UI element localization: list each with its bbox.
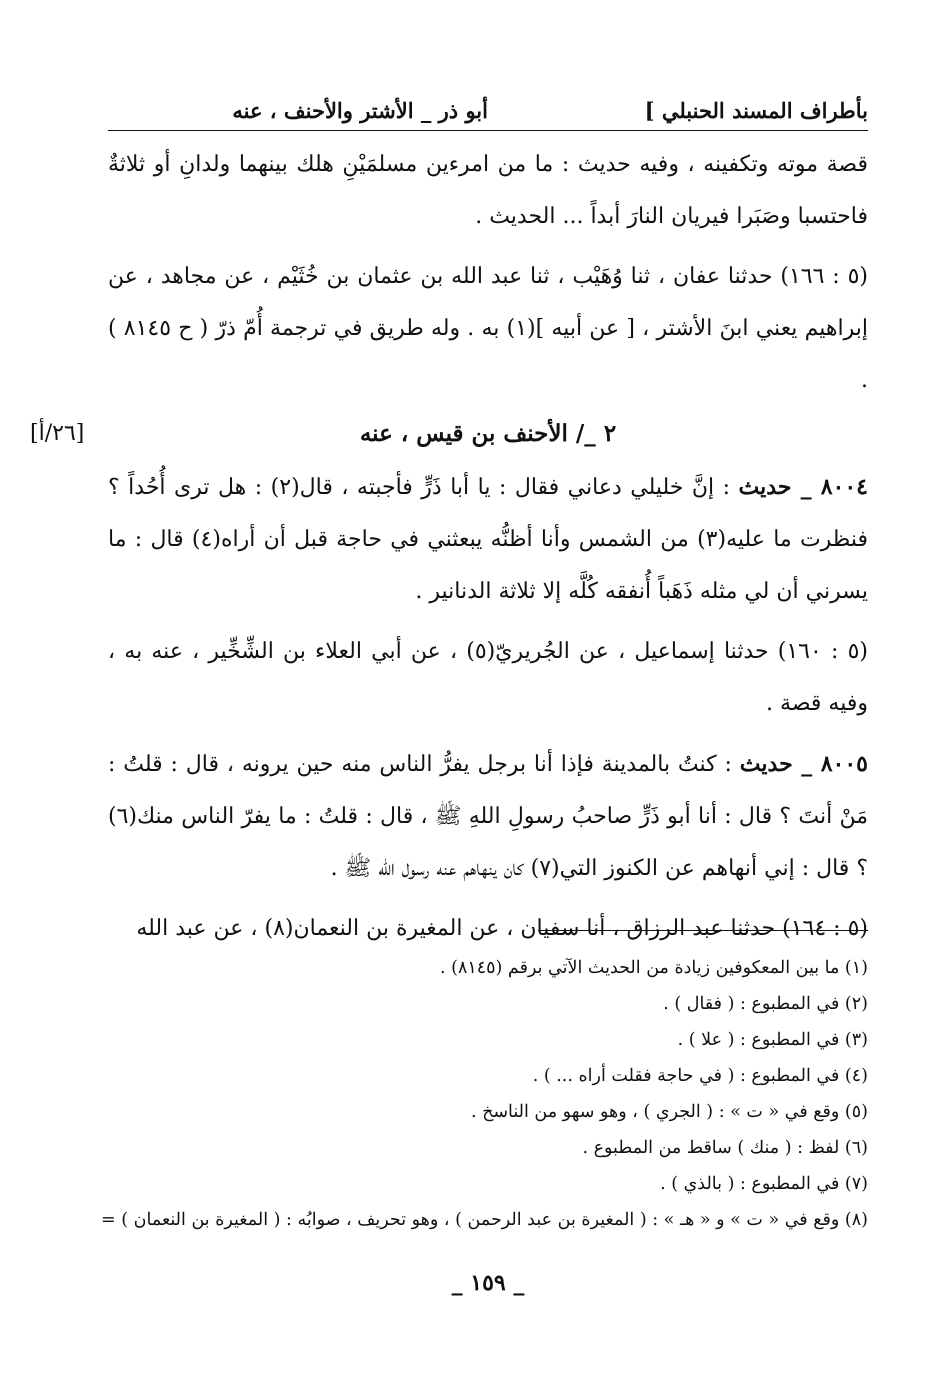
- paragraph-1: قصة موته وتكفينه ، وفيه حديث : ما من امرءين مسلمَيْنِ هلك بينهما ولدانِ أو ثلاثةٌ فاحتسبا وصَبَرا فيريان النارَ أبداً ... الحديث .: [108, 152, 868, 229]
- footnote: (٢) في المطبوع : ( فقال ) .: [663, 994, 868, 1014]
- page-number: _ ١٥٩ _: [451, 1270, 525, 1296]
- footnote: (٦) لفظ : ( منك ) ساقط من المطبوع .: [582, 1138, 868, 1158]
- footnotes: [101, 950, 868, 1238]
- hadith-8005-text: : كنتُ بالمدينة فإذا أنا برجل يفرُّ الناس منه حين يرونه ، قال : قلتُ : مَنْ أنتَ ؟ قال : أنا أبو ذَرٍّ صاحبُ رسولِ اللهِ ﷺ ، قال : قلتُ : ما يفرّ الناس منك(٦) ؟ قال : إني أنهاهم عن الكنوز التي(٧) كان ينهاهم عنه رسول الله ﷺ .: [108, 752, 868, 881]
- footnote: (٥) وقع في « ت » : ( الجري ) ، وهو سهو من الناسخ .: [470, 1102, 868, 1122]
- hadith-8004-number: ٨٠٠٤ _ حديث: [738, 474, 868, 500]
- hadith-8004-text: : إنَّ خليلي دعاني فقال : يا أبا ذَرٍّ فأجبته ، قال(٢) : هل ترى أُحُداً ؟ فنظرت ما عليه(٣) من الشمس وأنا أظنُّه يبعثني في حاجة قبل أن أراه(٤) قال : ما يسرني أن لي مثله ذَهَباً أُنفقه كُلَّه إلا ثلاثة الدنانير .: [108, 475, 869, 604]
- section-heading: [30, 407, 868, 461]
- footnote: (٧) في المطبوع : ( بالذي ) .: [660, 1174, 868, 1194]
- footnote: (١) ما بين المعكوفين زيادة من الحديث الآتي برقم (٨١٤٥) .: [439, 958, 868, 978]
- section-title: ٢ _/ الأحنف بن قيس ، عنه: [359, 420, 617, 447]
- footnote: (٤) في المطبوع : ( في حاجة فقلت أراه ... ) .: [532, 1066, 868, 1086]
- paragraph-4: (٥ : ١٦٠) حدثنا إسماعيل ، عن الجُريريّ(٥) ، عن أبي العلاء بن الشِّخِّير ، عنه به ، وفيه قصة .: [108, 639, 869, 716]
- hadith-8004: [108, 461, 868, 618]
- chapter-title: أبو ذر _ الأشتر والأحنف ، عنه: [232, 98, 488, 123]
- page: [30, 92, 869, 1296]
- footnote-separator: [538, 930, 868, 931]
- paragraph-2: (٥ : ١٦٦) حدثنا عفان ، ثنا وُهَيْب ، ثنا عبد الله بن عثمان بن خُثَيْم ، عن مجاهد ، عن إبراهيم يعني ابنَ الأشتر ، [ عن أبيه ](١) به . وله طريق في ترجمة أُمّ ذرّ ( ح ٨١٤٥ ) .: [108, 264, 869, 393]
- book-title: بأطراف المسند الحنبلي ]: [644, 98, 868, 123]
- hadith-8005-number: ٨٠٠٥ _ حديث: [739, 751, 868, 777]
- hadith-8005: [108, 738, 868, 895]
- running-header: [108, 92, 868, 131]
- paragraph-6: (٥ : ١٦٤) حدثنا عبد الرزاق ، أنا سفيان ، عن المغيرة بن النعمان(٨) ، عن عبد الله: [136, 916, 868, 941]
- main-text: [30, 139, 869, 955]
- footnote: (٣) في المطبوع : ( علا ) .: [677, 1030, 868, 1050]
- footnote: (٨) وقع في « ت » و « هـ » : ( المغيرة بن عبد الرحمن ) ، وهو تحريف ، صوابُه : ( المغيرة بن النعمان ) =: [101, 1210, 868, 1230]
- margin-note: [٢٦/أ]: [30, 421, 85, 446]
